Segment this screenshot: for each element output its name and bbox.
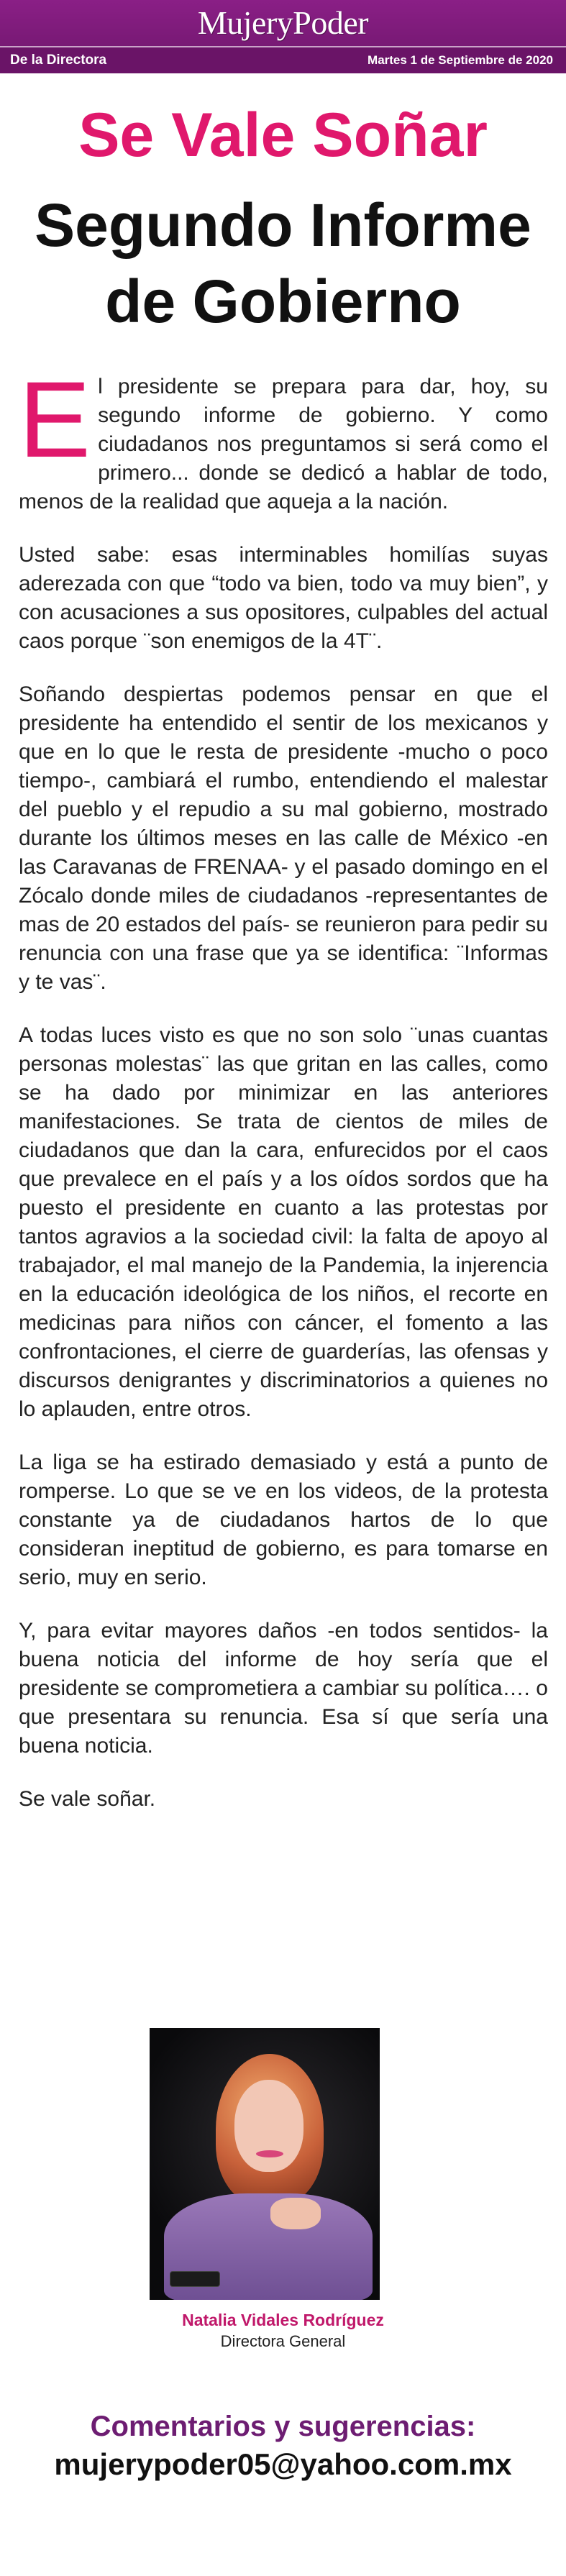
- section-bar: [0, 46, 566, 73]
- paragraph-2: Usted sabe: esas interminables homilías suyas aderezada con que “todo va bien, todo va muy bien”, y con acusaciones a sus opositores, culpables del actual caos porque ¨son enemigos de la 4T¨.: [19, 543, 548, 653]
- article-body: [19, 359, 548, 1838]
- contact-label: Comentarios y sugerencias:: [90, 2411, 476, 2442]
- headline: Se Vale Soñar: [78, 101, 488, 170]
- masthead: [0, 0, 566, 72]
- author-name: Natalia Vidales Rodríguez: [182, 2311, 384, 2329]
- subheadline-line-1: Segundo Informe: [35, 191, 531, 259]
- subheadline-line-2: de Gobierno: [105, 268, 461, 335]
- paragraph-6: Y, para evitar mayores daños -en todos sentidos- la buena noticia del informe de hoy sería que el presidente se comprometiera a cambiar su política…. o que presentara su renuncia. Esa sí que sería una buena noticia.: [19, 1619, 548, 1758]
- section-name: De la Directora: [10, 52, 107, 68]
- author-face: [234, 2080, 303, 2172]
- author-lips: [256, 2150, 283, 2157]
- author-role: Directora General: [220, 2332, 346, 2350]
- contact-email[interactable]: mujerypoder05@yahoo.com.mx: [54, 2447, 512, 2481]
- author-hand: [270, 2198, 321, 2229]
- paragraph-1-text: l presidente se prepara para dar, hoy, su segundo informe de gobierno. Y como ciudadanos nos preguntamos si será como el primero... donde se dedicó a hablar de todo, menos de la realidad que aqueja a la nación.: [19, 375, 548, 513]
- author-photo: [150, 2028, 380, 2300]
- phone-icon: [170, 2271, 220, 2287]
- publication-logo: MujeryPoder: [197, 4, 369, 41]
- paragraph-3: Soñando despiertas podemos pensar en que el presidente ha entendido el sentir de los mexicanos y que en lo que le resta de presidente -mucho o poco tiempo-, cambiará el rumbo, entendiendo el malestar del pueblo y el repudio a su mal gobierno, mostrado durante los últimos meses en las calle de México -en las Caravanas de FRENAA- y el pasado domingo en el Zócalo donde miles de ciudadanos -representantes de mas de 20 estados del país- se reunieron para pedir su renuncia con una frase que ya se identifica: ¨Informas y te vas¨.: [19, 682, 548, 994]
- paragraph-5: La liga se ha estirado demasiado y está a punto de romperse. Lo que se ve en los videos, de la protesta constante ya de ciudadanos hartos de lo que consideran ineptitud de gobierno, es para tomarse en serio, muy en serio.: [19, 1451, 548, 1589]
- publication-date: Martes 1 de Septiembre de 2020: [368, 53, 553, 67]
- drop-cap: E: [19, 359, 91, 480]
- paragraph-1: [19, 359, 548, 516]
- paragraph-7: Se vale soñar.: [19, 1787, 156, 1811]
- paragraph-4: A todas luces visto es que no son solo ¨unas cuantas personas molestas¨ las que gritan en las calles, como se ha dado por minimizar en las anteriores manifestaciones. Se trata de cientos de miles de ciudadanos que dan la cara, enfurecidos por el caos que prevalece en el país y a los oídos sordos que ha puesto el presidente en cuanto a las protestas por tantos agravios a la sociedad civil: la falta de apoyo al trabajador, el mal manejo de la Pandemia, la injerencia en la educación ideológica de los niños, el recorte en medicinas para niños con cáncer, el fomento a las confrontaciones, el cierre de guarderías, las ofensas y discursos denigrantes y discriminatorios a quienes no lo aplauden, entre otros.: [19, 1023, 548, 1421]
- subheadline: [0, 187, 566, 339]
